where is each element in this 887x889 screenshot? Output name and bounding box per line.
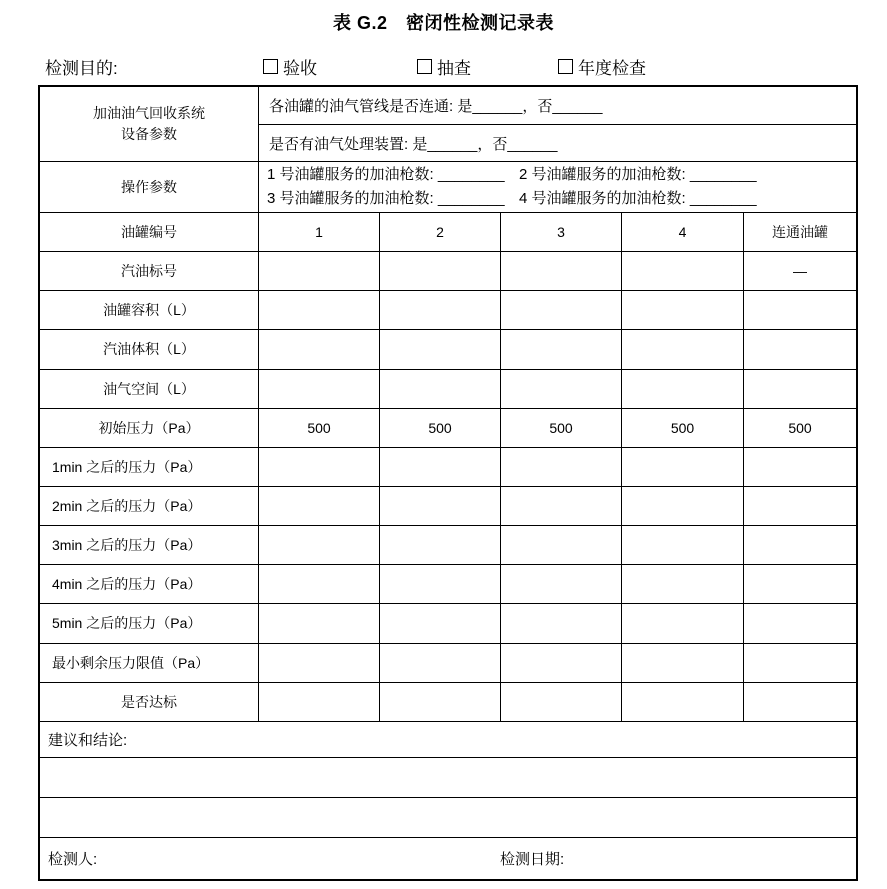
checkbox-label: 年度检查	[578, 59, 646, 78]
operation-params-label: 操作参数	[40, 162, 259, 213]
row-label-pressure-3min: 3min 之后的压力（Pa）	[40, 526, 259, 565]
checkbox-option-spot-check[interactable]	[417, 54, 471, 79]
table-cell[interactable]	[380, 370, 501, 409]
table-cell[interactable]	[380, 644, 501, 683]
purpose-label: 检测目的:	[45, 59, 118, 78]
table-cell[interactable]	[501, 291, 622, 330]
table-cell[interactable]	[744, 683, 856, 722]
table-cell[interactable]	[744, 370, 856, 409]
table-cell[interactable]	[501, 683, 622, 722]
table-cell[interactable]	[259, 604, 380, 643]
row-label-tank-volume: 油罐容积（L）	[40, 291, 259, 330]
table-cell[interactable]	[380, 291, 501, 330]
table-cell[interactable]	[501, 604, 622, 643]
table-cell[interactable]	[380, 252, 501, 291]
table-cell[interactable]	[622, 526, 744, 565]
table-cell[interactable]	[622, 644, 744, 683]
row-label-pressure-2min: 2min 之后的压力（Pa）	[40, 487, 259, 526]
signature-row	[40, 838, 856, 879]
inspector-label: 检测人:	[48, 850, 98, 868]
table-cell: 500	[622, 409, 744, 448]
table-cell[interactable]	[622, 604, 744, 643]
table-cell[interactable]	[744, 448, 856, 487]
table-cell[interactable]	[259, 565, 380, 604]
conclusion-label: 建议和结论:	[48, 731, 128, 749]
table-cell[interactable]	[622, 448, 744, 487]
table-cell[interactable]	[501, 487, 622, 526]
table-cell[interactable]	[622, 252, 744, 291]
table-cell[interactable]	[744, 291, 856, 330]
table-cell[interactable]	[744, 644, 856, 683]
table-cell[interactable]	[501, 448, 622, 487]
table-cell[interactable]	[744, 526, 856, 565]
row-label-gasoline-grade: 汽油标号	[40, 252, 259, 291]
table-cell[interactable]	[501, 526, 622, 565]
table-cell[interactable]	[744, 565, 856, 604]
test-date-label: 检测日期:	[500, 850, 565, 868]
table-cell[interactable]	[501, 644, 622, 683]
table-cell[interactable]	[501, 330, 622, 369]
table-cell[interactable]	[259, 526, 380, 565]
table-cell[interactable]	[380, 604, 501, 643]
table-cell: 500	[259, 409, 380, 448]
table-cell[interactable]	[501, 565, 622, 604]
checkbox-option-acceptance[interactable]	[263, 54, 317, 79]
table-cell[interactable]	[259, 252, 380, 291]
row-label-pressure-1min: 1min 之后的压力（Pa）	[40, 448, 259, 487]
table-cell[interactable]	[501, 370, 622, 409]
table-cell[interactable]	[744, 604, 856, 643]
column-header: 2	[380, 213, 501, 252]
table-cell[interactable]	[744, 487, 856, 526]
pipeline-connected-question: 各油罐的油气管线是否连通: 是______，否______	[259, 87, 856, 125]
checkbox-icon[interactable]	[417, 59, 432, 74]
table-cell[interactable]	[622, 330, 744, 369]
checkbox-label: 抽查	[437, 59, 471, 78]
test-purpose-row	[0, 54, 887, 80]
row-label-tank-number: 油罐编号	[40, 213, 259, 252]
table-cell-dash: —	[744, 252, 856, 291]
table-cell[interactable]	[622, 370, 744, 409]
table-cell[interactable]	[622, 683, 744, 722]
table-cell[interactable]	[259, 370, 380, 409]
row-label-gasoline-volume: 汽油体积（L）	[40, 330, 259, 369]
checkbox-icon[interactable]	[558, 59, 573, 74]
checkbox-option-annual-check[interactable]	[558, 54, 646, 79]
column-header: 3	[501, 213, 622, 252]
table-cell: 500	[501, 409, 622, 448]
row-label-pressure-5min: 5min 之后的压力（Pa）	[40, 604, 259, 643]
table-cell[interactable]	[380, 683, 501, 722]
column-header: 4	[622, 213, 744, 252]
conclusion-blank-row[interactable]	[40, 798, 856, 838]
table-cell[interactable]	[380, 526, 501, 565]
table-cell[interactable]	[259, 487, 380, 526]
row-label-pressure-4min: 4min 之后的压力（Pa）	[40, 565, 259, 604]
vapor-processor-question: 是否有油气处理装置: 是______，否______	[259, 125, 856, 162]
equipment-params-label: 加油油气回收系统 设备参数	[40, 87, 259, 162]
column-header: 1	[259, 213, 380, 252]
table-cell[interactable]	[380, 448, 501, 487]
column-header: 连通油罐	[744, 213, 856, 252]
operation-params-content	[259, 162, 856, 213]
table-cell: 500	[744, 409, 856, 448]
table-cell[interactable]	[259, 330, 380, 369]
conclusion-row	[40, 722, 856, 758]
row-label-min-residual-pressure: 最小剩余压力限值（Pa）	[40, 644, 259, 683]
row-label-initial-pressure: 初始压力（Pa）	[40, 409, 259, 448]
table-cell[interactable]	[259, 644, 380, 683]
nozzles-tank1: 1 号油罐服务的加油枪数: ________	[267, 166, 505, 183]
table-cell[interactable]	[259, 683, 380, 722]
nozzles-tank2: 2 号油罐服务的加油枪数: ________	[519, 166, 757, 183]
record-table	[38, 85, 858, 881]
table-cell[interactable]	[259, 291, 380, 330]
table-cell: 500	[380, 409, 501, 448]
checkbox-label: 验收	[283, 59, 317, 78]
table-cell[interactable]	[380, 330, 501, 369]
table-cell[interactable]	[380, 565, 501, 604]
table-cell[interactable]	[622, 565, 744, 604]
nozzles-tank3: 3 号油罐服务的加油枪数: ________	[267, 190, 505, 207]
row-label-vapor-space: 油气空间（L）	[40, 370, 259, 409]
row-label-pass-status: 是否达标	[40, 683, 259, 722]
table-cell[interactable]	[622, 487, 744, 526]
nozzles-tank4: 4 号油罐服务的加油枪数: ________	[519, 190, 757, 207]
page-title: 表 G.2 密闭性检测记录表	[332, 13, 554, 33]
checkbox-icon[interactable]	[263, 59, 278, 74]
table-cell[interactable]	[259, 448, 380, 487]
conclusion-blank-row[interactable]	[40, 758, 856, 798]
table-cell[interactable]	[622, 291, 744, 330]
table-cell[interactable]	[744, 330, 856, 369]
table-cell[interactable]	[501, 252, 622, 291]
table-cell[interactable]	[380, 487, 501, 526]
